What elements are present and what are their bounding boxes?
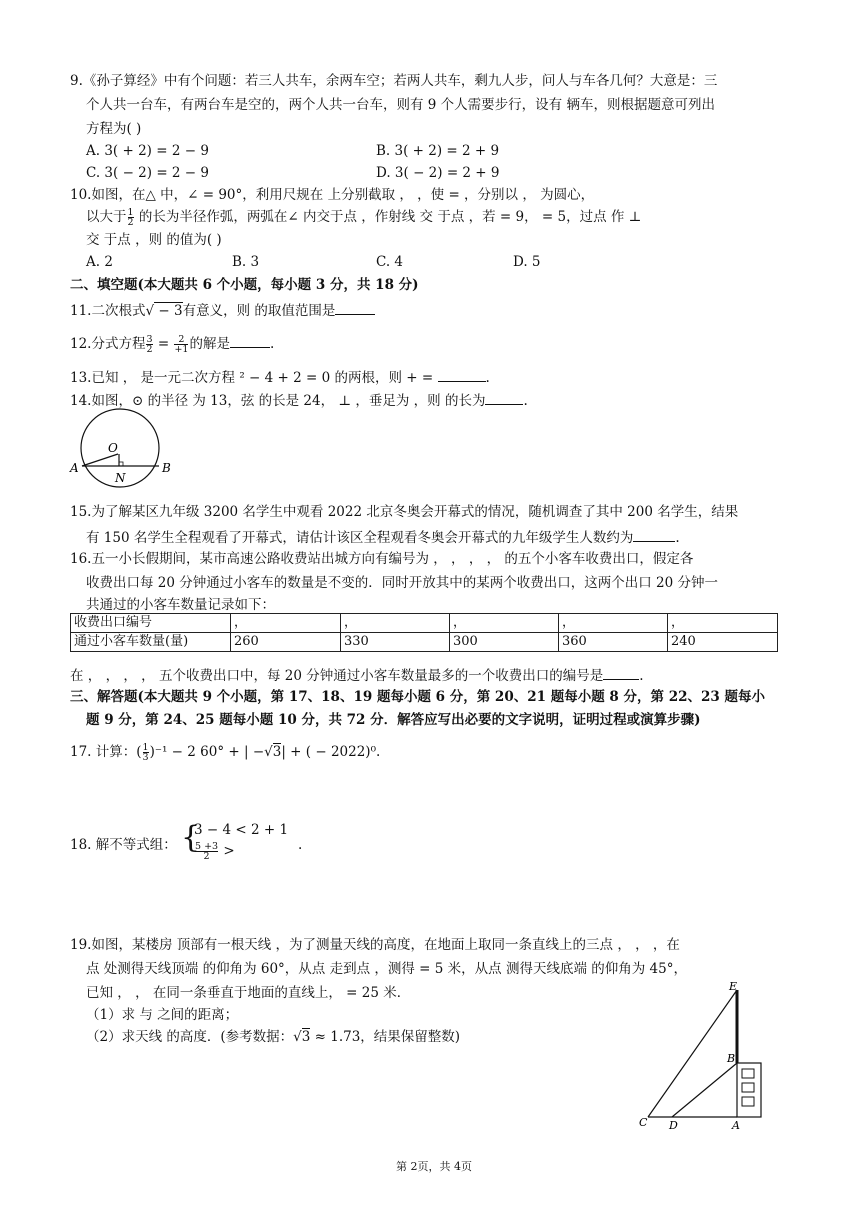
q9-option-b: B. 3( + 2) = 2 + 9: [376, 143, 500, 159]
q19-radicand: 3: [301, 1029, 311, 1045]
q15-stem-line1: 15.为了解某区九年级 3200 名学生中观看 2022 北京冬奥会开幕式的情况，随机调查了其中 200 名学生，结果: [70, 504, 739, 520]
q9-stem-line2: 个人共一台车，有两台车是空的，两个人共一台车，则有 9 个人需要步行，设有 辆车，则根据题意可列出: [86, 97, 715, 113]
q14-answer-blank[interactable]: [485, 390, 523, 405]
q17-text: | + ( − 2022)⁰.: [281, 744, 381, 760]
q17-text: )⁻¹ − 2 60° + | −: [149, 744, 265, 760]
table-cell: 240: [668, 633, 778, 652]
window: [742, 1083, 754, 1092]
q16-stem-line4: 在 ， ， ， ， 五个收费出口中，每 20 分钟通过小客车数量最多的一个收费出口的编号是 .: [70, 665, 644, 685]
label-d: D: [669, 1119, 678, 1132]
q12-answer-blank[interactable]: [230, 333, 270, 348]
label-b: B: [162, 461, 171, 475]
q17-text: 17. 计算：(: [70, 744, 142, 760]
sightline-db: [672, 1063, 737, 1117]
table-row: [71, 633, 778, 652]
q10-stem-line3: 交 于点 ，则 的值为( ): [86, 232, 222, 248]
q17-radicand: 3: [272, 744, 282, 760]
q15-answer-blank[interactable]: [633, 527, 675, 542]
q10-option-a: A. 2: [86, 254, 113, 270]
table-cell: 260: [231, 633, 341, 652]
q10-stem-line1: 10.如图，在△ 中，∠ = 90°，利用尺规在 上分别截取 ， ，使 = ，分别以 ， 为圆心，: [70, 187, 595, 203]
q12-stem: 12.分式方程 $\frac{3}{2}$ = $\frac{2}{+1}$ 的解是 .: [70, 334, 275, 355]
q16-answer-blank[interactable]: [603, 665, 639, 680]
q12-left-fraction: $\frac{3}{2}$: [146, 334, 153, 355]
q10-stem-line2: [86, 208, 641, 227]
q18-fraction: $\frac{5 +3}{2}$: [195, 841, 219, 862]
q15-stem-line2: 有 150 名学生全程观看了开幕式，请估计该区全程观看冬奥会开幕式的九年级学生人数约为 .: [86, 527, 680, 547]
table-cell: 300: [450, 633, 559, 652]
table-cell: 收费出口编号: [71, 614, 231, 633]
q12-text: 12.分式方程: [70, 336, 146, 352]
q17-stem: [70, 743, 380, 762]
label-e: E: [729, 980, 738, 993]
q18-label: 18. 解不等式组：: [70, 837, 177, 853]
sqrt-symbol: √: [293, 1029, 302, 1045]
label-b: B: [727, 1052, 736, 1065]
q10-option-c: C. 4: [376, 254, 404, 270]
q12-right-fraction: $\frac{2}{+1}$: [174, 334, 189, 355]
q10-text: 以大于: [86, 209, 127, 225]
q19-stem-line3: 已知 ， ， 在同一条垂直于地面的直线上， = 25 米．: [86, 985, 411, 1001]
label-n: N: [115, 471, 126, 485]
q19-building-figure: [636, 978, 776, 1132]
q15-text: 有 150 名学生全程观看了开幕式，请估计该区全程观看冬奥会开幕式的九年级学生人数约为: [86, 530, 634, 546]
q9-option-a: A. 3( + 2) = 2 − 9: [86, 143, 209, 159]
table-cell: 通过小客车数量(量): [71, 633, 231, 652]
label-a: A: [70, 461, 79, 475]
table-cell: 330: [341, 633, 450, 652]
label-o: O: [108, 441, 118, 455]
sqrt-symbol: √: [264, 744, 273, 760]
q19-stem-line1: 19.如图，某楼房 顶部有一根天线 ，为了测量天线的高度，在地面上取同一条直线上的三点 ， ， ，在: [70, 937, 680, 953]
q9-option-c: C. 3( − 2) = 2 − 9: [86, 165, 210, 181]
table-cell: ，: [450, 614, 559, 633]
q10-option-d: D. 5: [513, 254, 541, 270]
building-ab: [737, 1063, 761, 1117]
q13-answer-blank[interactable]: [438, 367, 486, 382]
sqrt-symbol: √: [145, 303, 155, 319]
q16-text: 在 ， ， ， ， 五个收费出口中，每 20 分钟通过小客车数量最多的一个收费出口的编号是: [70, 668, 604, 684]
table-row: [71, 614, 778, 633]
label-c: C: [639, 1116, 648, 1129]
q18-period: .: [298, 837, 303, 853]
q11-text: 有意义，则 的取值范围是: [182, 303, 336, 319]
q11-answer-blank[interactable]: [335, 300, 375, 315]
table-cell: ，: [559, 614, 668, 633]
q13-text: 13.已知 ， 是一元二次方程 ² − 4 + 2 = 0 的两根，则 + =: [70, 370, 438, 386]
section2-heading: 二、填空题(本大题共 6 个小题，每小题 3 分，共 18 分): [70, 277, 419, 293]
q10-option-b: B. 3: [232, 254, 260, 270]
q12-text: 的解是: [189, 336, 230, 352]
q9-option-d: D. 3( − 2) = 2 + 9: [376, 165, 500, 181]
q16-stem-line1: 16.五一小长假期间，某市高速公路收费站出城方向有编号为 ， ， ， ， 的五个小客车收费出口，假定各: [70, 551, 694, 567]
q18-inequality-2: $\frac{5 +3}{2}$ >: [195, 841, 235, 862]
brace-symbol: {: [181, 820, 201, 855]
q18-inequality-1: 3 − 4 < 2 + 1: [194, 822, 289, 838]
q16-stem-line2: 收费出口每 20 分钟通过小客车的数量是不变的．同时开放其中的某两个收费出口，这两个出口 20 分钟一: [86, 575, 719, 591]
q14-text: 14.如图，⊙ 的半径 为 13，弦 的长是 24， ⊥ ，垂足为 ，则 的长为: [70, 393, 486, 409]
q13-stem: 13.已知 ， 是一元二次方程 ² − 4 + 2 = 0 的两根，则 + = .: [70, 367, 490, 387]
q11-text: 11.二次根式: [70, 303, 146, 319]
table-cell: ，: [341, 614, 450, 633]
q17-fraction: $\frac{1}{3}$: [142, 742, 149, 763]
window: [742, 1069, 754, 1078]
sightline-ce: [648, 990, 737, 1117]
half-fraction: $\frac{1}{2}$: [127, 207, 134, 228]
label-a: A: [732, 1119, 740, 1132]
q19-part2: [86, 1028, 460, 1046]
window: [742, 1097, 754, 1106]
section3-heading-line1: 三、解答题(本大题共 9 个小题，第 17、18、19 题每小题 6 分，第 20、21 题每小题 8 分，第 22、23 题每小: [70, 689, 765, 705]
q11-stem: [70, 300, 375, 320]
section3-heading-line2: 题 9 分，第 24、25 题每小题 10 分，共 72 分．解答应写出必要的文字说明，证明过程或演算步骤): [86, 712, 701, 728]
page-footer: 第 2页，共 4页: [396, 1160, 472, 1173]
q14-circle-figure: [66, 406, 186, 490]
q19-part1: （1）求 与 之间的距离；: [86, 1007, 239, 1023]
q19-text: ≈ 1.73，结果保留整数): [310, 1029, 461, 1045]
table-cell: 360: [559, 633, 668, 652]
q16-stem-line3: 共通过的小客车数量记录如下：: [86, 597, 275, 613]
q11-radicand: − 3: [154, 303, 183, 319]
q14-stem: 14.如图，⊙ 的半径 为 13，弦 的长是 24， ⊥ ，垂足为 ，则 的长为 .: [70, 390, 528, 410]
q16-data-table: [70, 613, 778, 652]
table-cell: ，: [231, 614, 341, 633]
q9-stem-line3: 方程为( ): [86, 121, 142, 137]
table-cell: ，: [668, 614, 778, 633]
radius-oa: [82, 454, 118, 466]
q19-text: （2）求天线 的高度．(参考数据：: [86, 1029, 294, 1045]
q9-stem-line1: 9.《孙子算经》中有个问题：若三人共车，余两车空；若两人共车，剩九人步，问人与车各几何？大意是：三: [70, 73, 718, 89]
q10-text: 的长为半径作弧，两弧在∠ 内交于点 ，作射线 交 于点 ，若 = 9， = 5，过点 作 ⊥: [134, 209, 642, 225]
q19-stem-line2: 点 处测得天线顶端 的仰角为 60°，从点 走到点 ，测得 = 5 米，从点 测得天线底端 的仰角为 45°，: [86, 961, 687, 977]
